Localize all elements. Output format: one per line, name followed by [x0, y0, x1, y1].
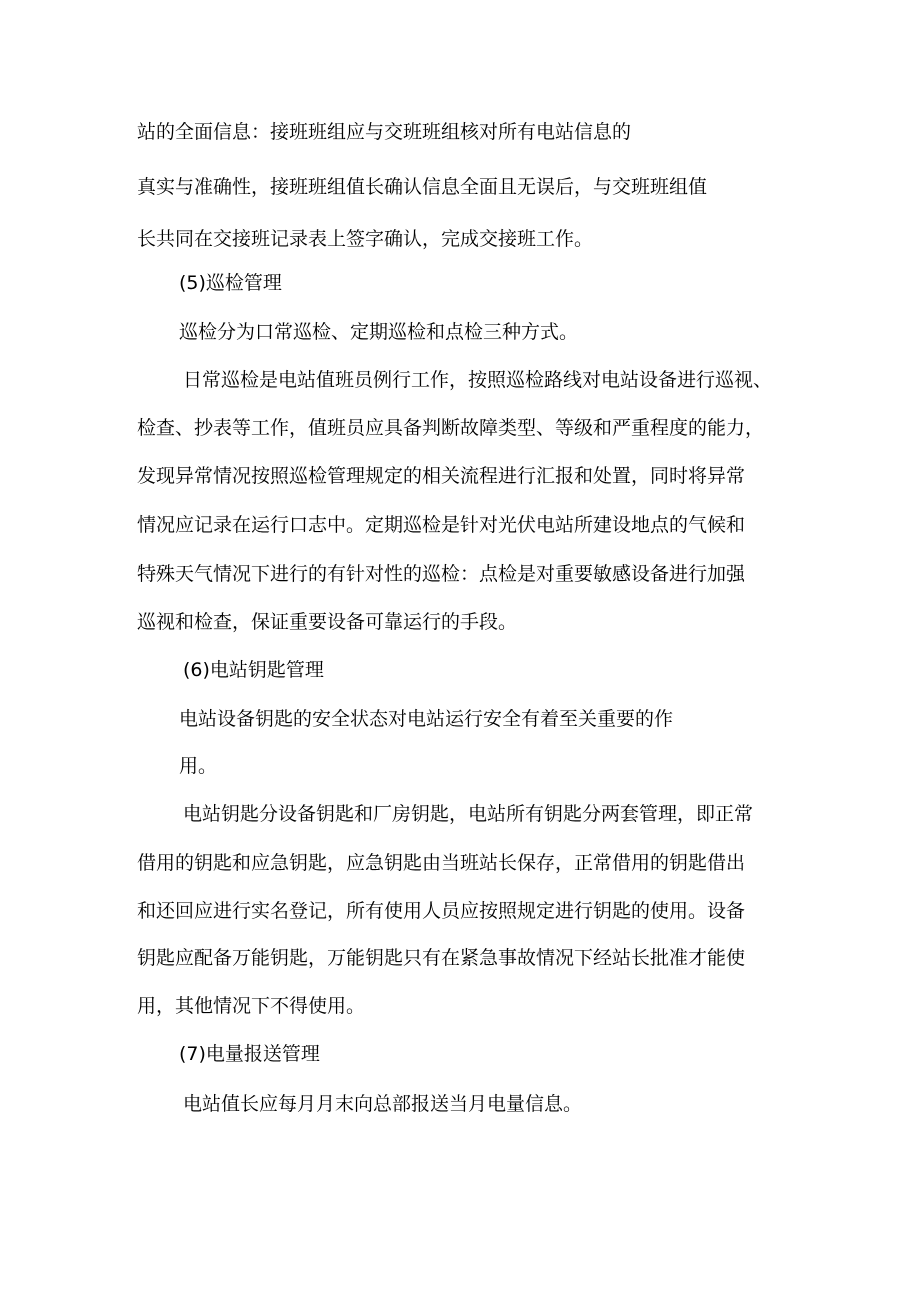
body-text-line: 用。	[179, 755, 218, 777]
body-text-line: 发现异常情况按照巡检管理规定的相关流程进行汇报和处置，同时将异常	[137, 465, 746, 487]
body-text-line: 情况应记录在运行口志中。定期巡检是针对光伏电站所建设地点的气候和	[137, 514, 746, 536]
body-text-line: 和还回应进行实名登记，所有使用人员应按照规定进行钥匙的使用。设备	[137, 900, 746, 922]
body-text-line: 巡视和检查，保证重要设备可靠运行的手段。	[137, 611, 518, 633]
body-text-line: 用，其他情况下不得使用。	[137, 995, 366, 1017]
section-heading-7: (7)电量报送管理	[179, 1043, 320, 1065]
body-text-line: 特殊天气情况下进行的有针对性的巡检：点检是对重要敏感设备进行加强	[137, 563, 746, 585]
body-text-line: 钥匙应配备万能钥匙，万能钥匙只有在紧急事故情况下经站长批准才能使	[137, 947, 746, 969]
body-text-line: 巡检分为口常巡检、定期巡检和点检三种方式。	[179, 321, 579, 343]
body-text-line: 真实与准确性，接班班组值长确认信息全面且无误后，与交班班组值	[137, 176, 708, 198]
body-text-line: 日常巡检是电站值班员例行工作，按照巡检路线对电站设备进行巡视、	[183, 369, 773, 391]
body-text-line: 电站钥匙分设备钥匙和厂房钥匙，电站所有钥匙分两套管理，即正常	[183, 803, 754, 825]
body-text-line: 借用的钥匙和应急钥匙，应急钥匙由当班站长保存，正常借用的钥匙借出	[137, 852, 746, 874]
body-text-line: 长共同在交接班记录表上签字确认，完成交接班工作。	[137, 228, 594, 250]
body-text-line: 电站值长应每月月末向总部报送当月电量信息。	[183, 1093, 583, 1115]
body-text-line: 检查、抄表等工作，值班员应具备判断故障类型、等级和严重程度的能力，	[137, 417, 765, 439]
section-heading-5: (5)巡检管理	[179, 272, 282, 294]
body-text-line: 站的全面信息：接班班组应与交班班组核对所有电站信息的	[137, 121, 632, 143]
section-heading-6: (6)电站钥匙管理	[183, 659, 324, 681]
body-text-line: 电站设备钥匙的安全状态对电站运行安全有着至关重要的作	[179, 708, 674, 730]
